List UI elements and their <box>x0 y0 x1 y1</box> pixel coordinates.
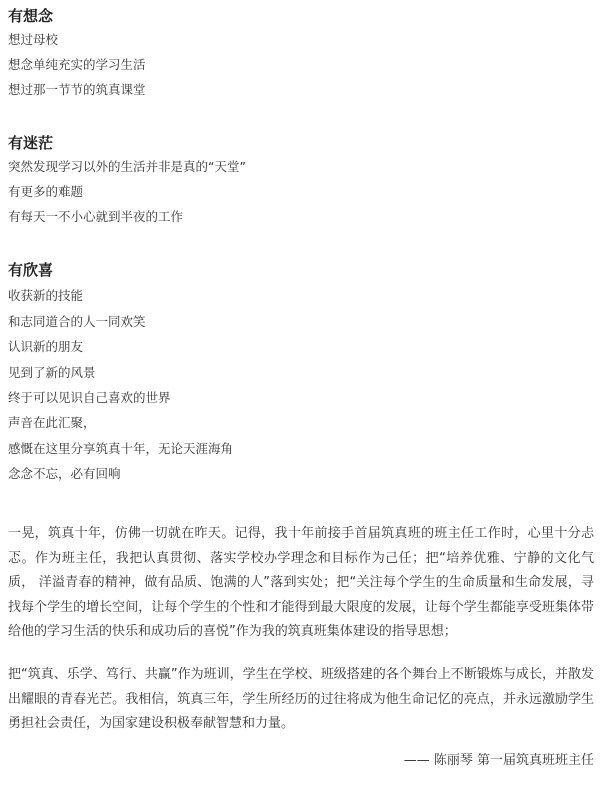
section-line: 想过母校 <box>8 32 59 47</box>
section-line: 声音在此汇聚， <box>8 415 96 430</box>
section-line: 想念单纯充实的学习生活 <box>8 57 146 72</box>
section-line: 感慨在这里分享筑真十年，无论天涯海角 <box>8 441 234 456</box>
section-line: 念念不忘，必有回响 <box>8 466 121 481</box>
section-line: 有每天一不小心就到半夜的工作 <box>8 209 184 224</box>
section-heading-miss: 有想念 <box>8 7 54 25</box>
section-line: 终于可以见识自己喜欢的世界 <box>8 390 171 405</box>
section-line: 见到了新的风景 <box>8 365 96 380</box>
body-paragraph: 把“筑真、乐学、笃行、共赢”作为班训，学生在学校、班级搭建的各个舞台上不断锻炼与成长，并散发出耀眼的青春光芒。我相信，筑真三年，学生所经历的过往将成为他生命记忆的亮点，并永远激励学生勇担社会责任，为国家建设积极奉献智慧和力量。 <box>8 667 594 731</box>
section-line: 突然发现学习以外的生活并非是真的“天堂” <box>8 159 246 174</box>
section-line: 有更多的难题 <box>8 184 84 199</box>
section-heading-confusion: 有迷茫 <box>8 134 54 152</box>
section-line: 和志同道合的人一同欢笑 <box>8 314 146 329</box>
section-line: 收获新的技能 <box>8 288 84 303</box>
author-signature: —— 陈丽琴 第一届筑真班班主任 <box>403 753 594 768</box>
section-line: 认识新的朋友 <box>8 339 84 354</box>
section-line: 想过那一节节的筑真课堂 <box>8 82 146 97</box>
section-heading-joy: 有欣喜 <box>8 261 54 279</box>
body-paragraph: 一晃，筑真十年，仿佛一切就在昨天。记得，我十年前接手首届筑真班的班主任工作时，心里十分忐忑。作为班主任，我把认真贯彻、落实学校办学理念和目标作为己任；把“培养优雅、宁静的文化气质， 洋溢青春的精神，做有品质、饱满的人”落到实处；把“关注每个学生的生命质量和生命发展，寻找每个学生的增长空间，让每个学生的个性和才能得到最大限度的发展，让每个学生都能享受班集体带给他的学习生活的快乐和成功后的喜悦”作为我的筑真班集体建设的指导思想； <box>8 526 594 639</box>
